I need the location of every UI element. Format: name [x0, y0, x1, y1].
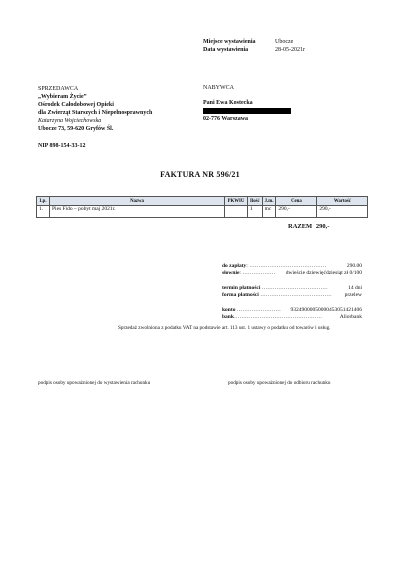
words-label: słownie	[222, 270, 240, 276]
cell-price: 290,-	[276, 206, 317, 218]
words-value: dwieście dziewięćdziesiąt zł 0/100	[285, 270, 362, 276]
place-value: Ubocze	[275, 39, 294, 45]
items-table	[36, 196, 368, 218]
cell-value: 290,-	[317, 206, 368, 218]
payment-block	[222, 263, 362, 321]
place-label: Miejsce wystawienia	[203, 39, 256, 45]
seller-line3: dla Zwierząt Starszych i Niepełnosprawnych	[38, 110, 153, 116]
total-value: 290,-	[315, 223, 330, 230]
col-pkwiu: PKWIU	[225, 197, 248, 206]
buyer-city: 02-776 Warszawa	[203, 116, 249, 122]
seller-line5: Ubocze 73, 59-620 Gryfów Śl.	[38, 126, 114, 132]
seller-line1: „Wybieram Życie”	[38, 94, 87, 100]
cell-lp: 1.	[37, 206, 50, 218]
bank-value: Aliorbank	[339, 314, 362, 320]
bank-label: bank	[222, 314, 234, 320]
term-value: 14 dni	[348, 285, 362, 291]
place-row	[203, 38, 305, 46]
term-label: termin płatności	[222, 285, 261, 291]
seller-line4: Katarzyna Wojciechowska	[38, 118, 102, 124]
vat-note: Sprzedaż zwolniona z podatku VAT na podstawie art. 113 ust. 1 ustawy o podatku od towarów i usług.	[118, 325, 331, 331]
form-line: forma płatności ………………………………… przelew	[222, 292, 362, 298]
bank-line: bank………………………………………… Aliorbank	[222, 314, 362, 320]
seller-block	[38, 85, 152, 150]
cell-name: Pies Fido – pobyt maj 2021r.	[50, 206, 225, 218]
date-value: 28-05-2021r	[275, 47, 305, 53]
form-label: forma płatności	[222, 292, 259, 298]
table-row	[37, 206, 368, 218]
invoice-title: FAKTURA NR 596/21	[160, 170, 240, 179]
due-line: do zapłaty: …………………………………… 290.00	[222, 263, 362, 269]
total-row	[288, 223, 329, 230]
col-qty: Ilość	[248, 197, 263, 206]
col-price: Cena	[276, 197, 317, 206]
account-label: konto	[222, 307, 236, 313]
col-unit: J.m.	[262, 197, 276, 206]
col-value: Wartość	[317, 197, 368, 206]
words-line: słownie: ……………… dwieście dziewięćdziesiąt zł 0/100	[222, 270, 362, 276]
buyer-name: Pani Ewa Kostecka	[203, 100, 253, 106]
term-line: termin płatności ……………………………… 14 dni	[222, 285, 362, 291]
due-label: do zapłaty	[222, 263, 247, 269]
col-lp: Lp.	[37, 197, 50, 206]
buyer-redaction	[203, 107, 291, 115]
account-line: konto …………………… 93249000050000453051421406	[222, 307, 362, 313]
date-label: Data wystawienia	[203, 47, 249, 53]
table-header-row	[37, 197, 368, 206]
cell-pkwiu	[225, 206, 248, 218]
total-label: RAZEM	[288, 223, 313, 230]
issue-meta	[203, 38, 305, 54]
account-value: 93249000050000453051421406	[290, 307, 362, 313]
buyer-heading: NABYWCA	[203, 85, 234, 91]
buyer-block	[203, 84, 291, 123]
form-value: przelew	[344, 292, 362, 298]
seller-line2: Ośrodek Całodobowej Opieki	[38, 102, 114, 108]
signature-recipient: podpis osoby upoważnionej do odbioru rachunku	[228, 380, 331, 386]
seller-nip: NIP 898-154-33-12	[38, 143, 86, 149]
cell-qty: 1	[248, 206, 263, 218]
cell-unit: mc	[262, 206, 276, 218]
date-row	[203, 46, 305, 54]
seller-heading: SPRZEDAWCA	[38, 86, 79, 92]
col-name: Nazwa	[50, 197, 225, 206]
signature-issuer: podpis osoby upoważnionej do wystawienia rachunku	[38, 380, 151, 386]
due-value: 290.00	[346, 263, 362, 269]
